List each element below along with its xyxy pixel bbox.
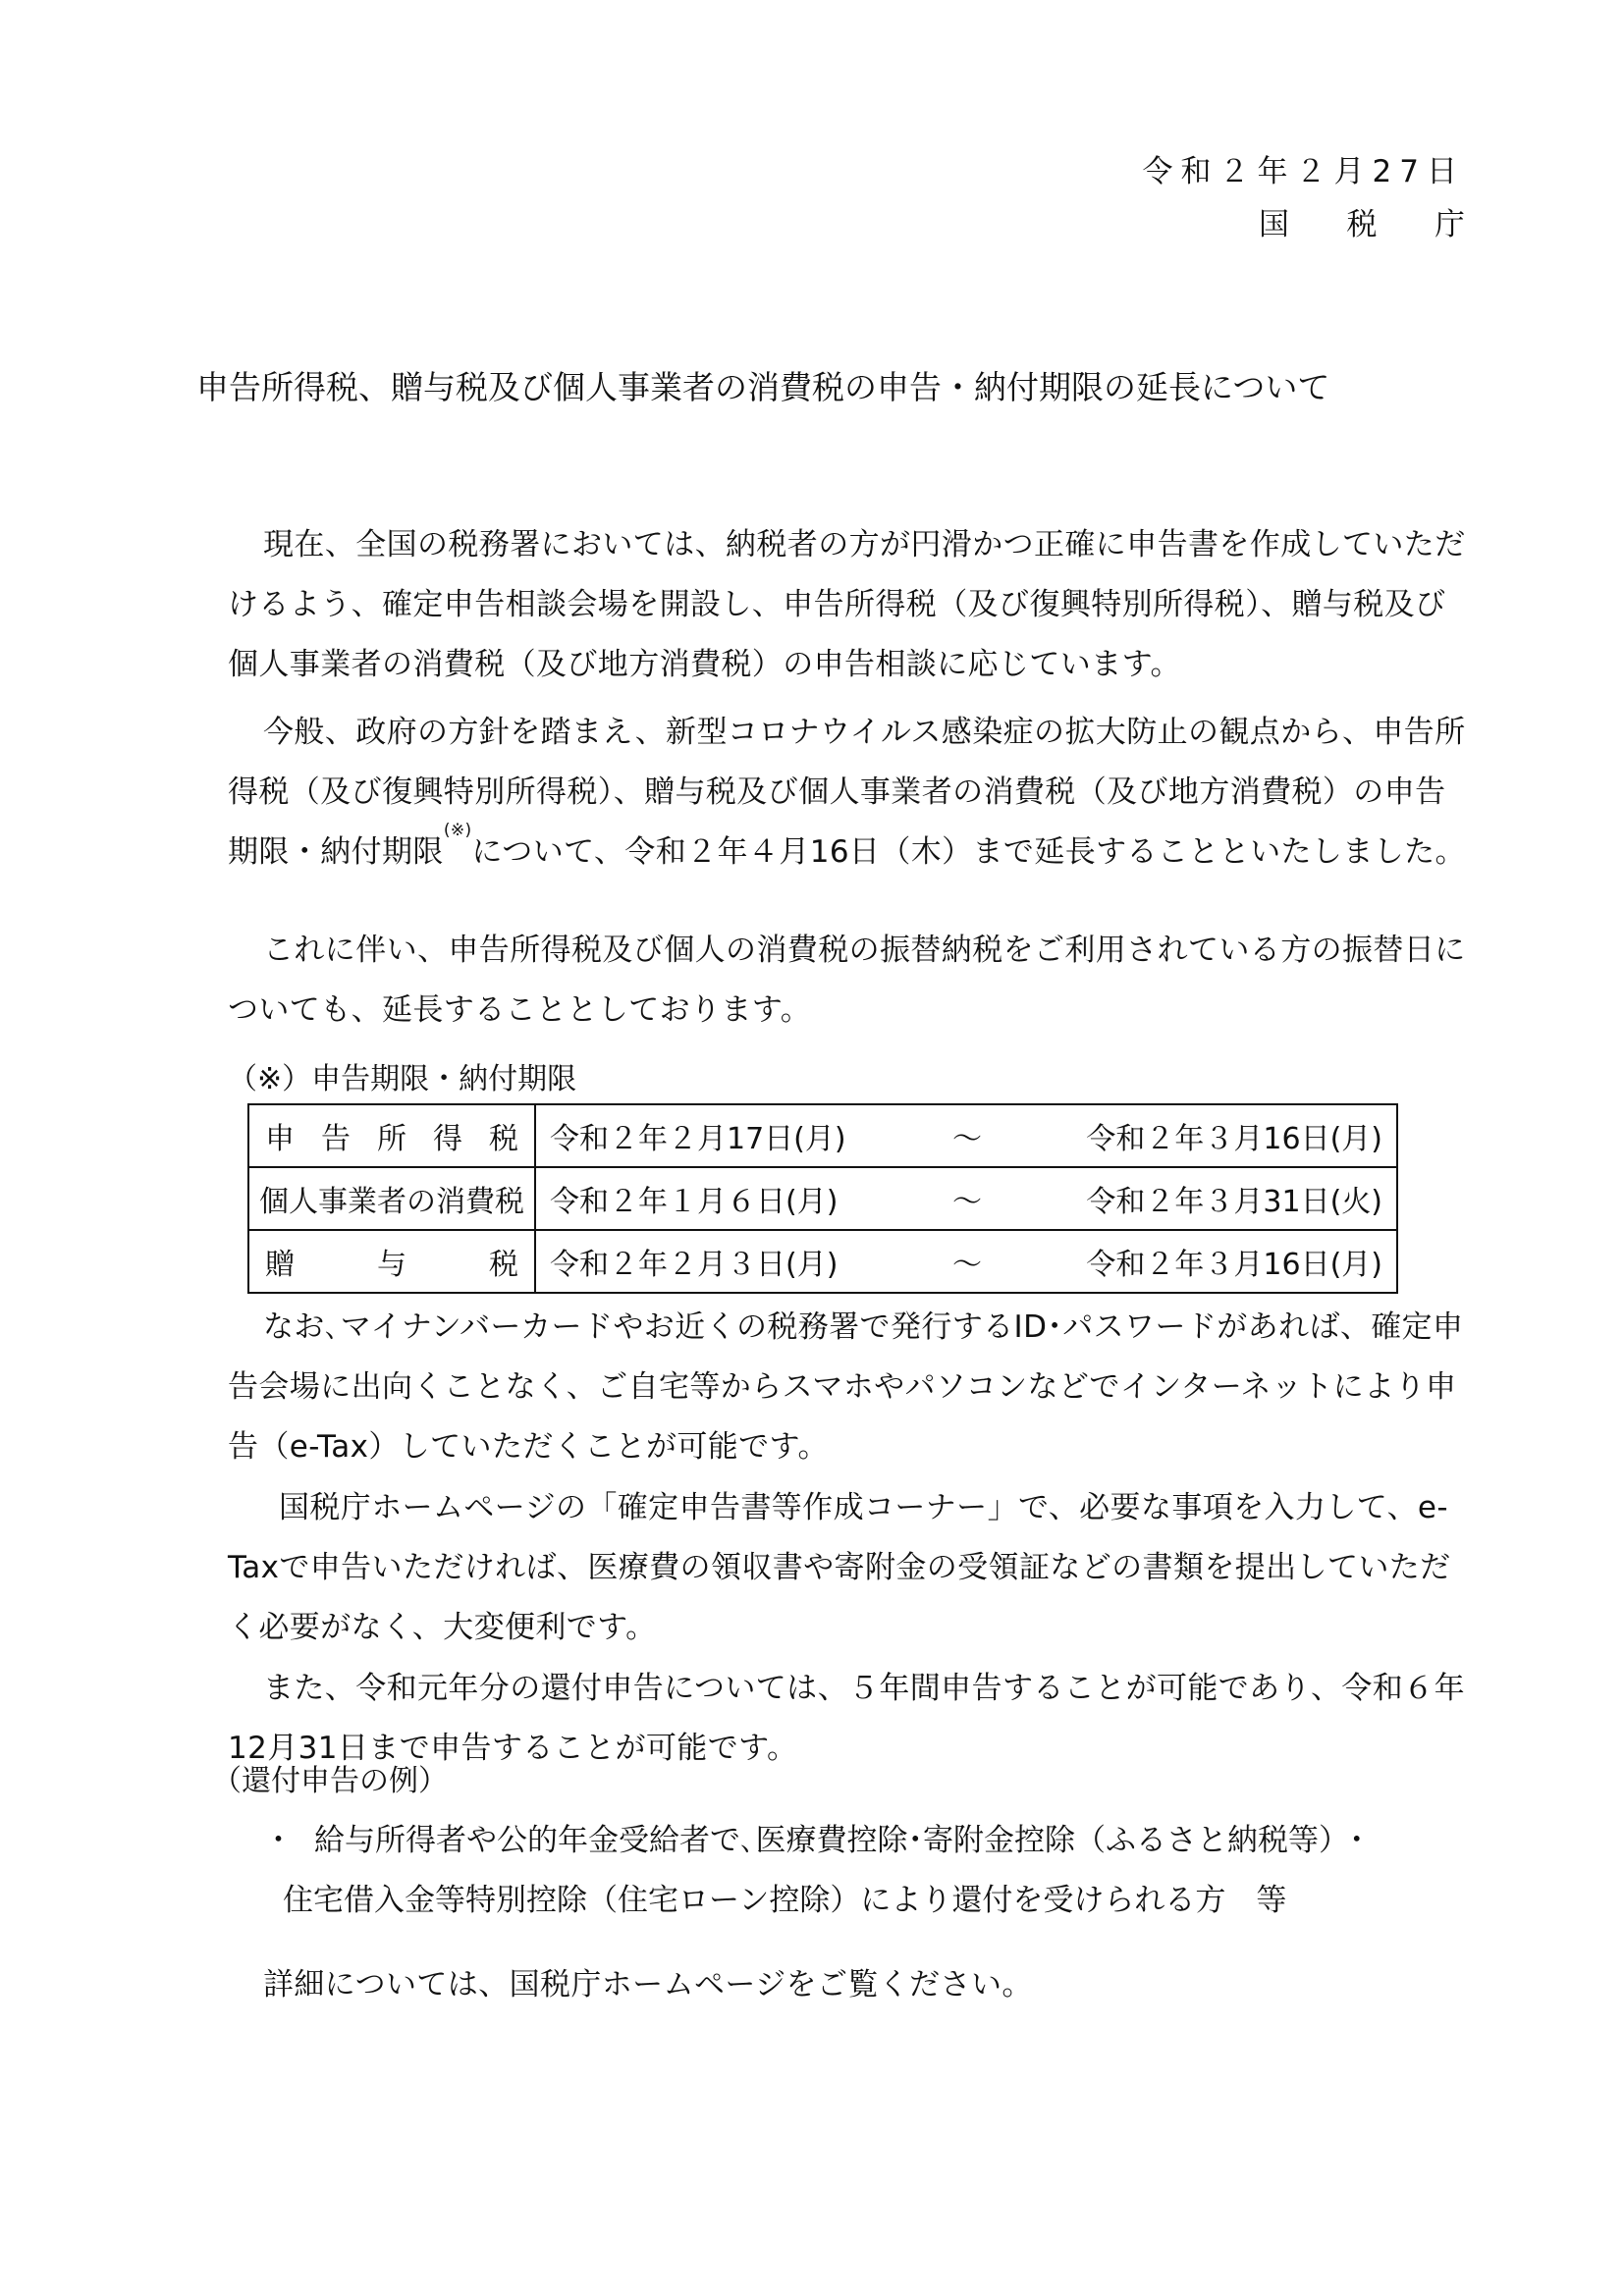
issuing-organization bbox=[1131, 198, 1465, 251]
table-row bbox=[248, 1104, 1397, 1167]
bullet-mark: ・ bbox=[263, 1823, 294, 1858]
paragraph-current-consultation: 現在、全国の税務署においては、納税者の方が円滑かつ正確に申告書を作成していただけるよう、確定申告相談会場を開設し、申告所得税（及び復興特別所得税）、贈与税及び個人事業者の消費税（及び地方消費税）の申告相談に応じています。 bbox=[228, 527, 1466, 682]
period-cell bbox=[535, 1230, 1397, 1293]
paragraph-extension bbox=[228, 703, 1475, 882]
issue-date: 令和２年２月27日 bbox=[1142, 154, 1465, 189]
table-row bbox=[248, 1167, 1397, 1230]
deadline-table bbox=[247, 1103, 1398, 1294]
document-header bbox=[1131, 145, 1465, 251]
deadline-note-heading: （※）申告期限・納付期限 bbox=[228, 1062, 577, 1096]
tax-name-char: 与 bbox=[377, 1248, 406, 1282]
organization-char: 税 bbox=[1346, 207, 1378, 242]
period-end: 令和２年３月31日(火) bbox=[1086, 1185, 1382, 1219]
organization-char: 庁 bbox=[1435, 207, 1465, 242]
period-start: 令和２年２月３日(月) bbox=[550, 1248, 839, 1282]
tax-name-cell bbox=[248, 1167, 535, 1230]
period-start: 令和２年２月17日(月) bbox=[550, 1122, 846, 1156]
period-cell bbox=[535, 1167, 1397, 1230]
period-end: 令和２年３月16日(月) bbox=[1086, 1122, 1382, 1156]
period-end: 令和２年３月16日(月) bbox=[1086, 1248, 1382, 1282]
paragraph-transfer-payment: これに伴い、申告所得税及び個人の消費税の振替納税をご利用されている方の振替日についても、延長することとしております。 bbox=[228, 933, 1466, 1028]
paragraph-extension-text-b: について、令和２年４月16日（木）まで延長することといたしました。 bbox=[471, 834, 1466, 870]
tax-name-char: 税 bbox=[489, 1122, 518, 1156]
tax-name-char: 所 bbox=[377, 1122, 406, 1156]
table-row bbox=[248, 1230, 1397, 1293]
tax-name-char: 告 bbox=[321, 1122, 351, 1156]
paragraph-e-tax: なお､マイナンバーカードやお近くの税務署で発行するID･パスワードがあれば、確定申告会場に出向くことなく、ご自宅等からスマホやパソコンなどでインターネットにより申告（e-Tax）していただくことが可能です。 bbox=[228, 1309, 1464, 1465]
period-separator: ～ bbox=[952, 1248, 982, 1282]
period-cell bbox=[535, 1104, 1397, 1167]
tax-name-char: 得 bbox=[433, 1122, 462, 1156]
period-separator: ～ bbox=[952, 1185, 982, 1219]
paragraph-refund-filing: また、令和元年分の還付申告については、５年間申告することが可能であり、令和６年12月31日まで申告することが可能です。 bbox=[228, 1671, 1465, 1766]
tax-name-char: 税 bbox=[489, 1248, 518, 1282]
refund-example-line: 住宅借入金等特別控除（住宅ローン控除）により還付を受けられる方 等 bbox=[283, 1883, 1287, 1918]
paragraph-filing-corner: 国税庁ホームページの「確定申告書等作成コーナー」で、必要な事項を入力して、e-Taxで申告いただければ、医療費の領収書や寄附金の受領証などの書類を提出していただく必要がなく、大変便利です。 bbox=[228, 1490, 1451, 1645]
tax-name-cell bbox=[248, 1104, 535, 1167]
tax-name-char: 申 bbox=[265, 1122, 295, 1156]
organization-char: 国 bbox=[1259, 207, 1289, 242]
paragraph-extension-text-a: 今般、政府の方針を踏まえ、新型コロナウイルス感染症の拡大防止の観点から、申告所得税（及び復興特別所得税）、贈与税及び個人事業者の消費税（及び地方消費税）の申告期限・納付期限 bbox=[228, 715, 1466, 870]
refund-example-line: 給与所得者や公的年金受給者で､医療費控除･寄附金控除（ふるさと納税等）･ bbox=[314, 1823, 1365, 1858]
footnote-mark: (※) bbox=[443, 821, 472, 840]
period-separator: ～ bbox=[952, 1122, 982, 1156]
tax-name-cell bbox=[248, 1230, 535, 1293]
refund-example-heading: （還付申告の例） bbox=[212, 1764, 448, 1798]
tax-name-text: 個人事業者の消費税 bbox=[259, 1185, 524, 1219]
tax-name-char: 贈 bbox=[265, 1248, 295, 1282]
period-start: 令和２年１月６日(月) bbox=[550, 1185, 839, 1219]
refund-example-item bbox=[263, 1811, 1481, 1931]
document-title: 申告所得税、贈与税及び個人事業者の消費税の申告・納付期限の延長について bbox=[196, 368, 1330, 406]
paragraph-details: 詳細については、国税庁ホームページをご覧ください。 bbox=[263, 1967, 1033, 2002]
